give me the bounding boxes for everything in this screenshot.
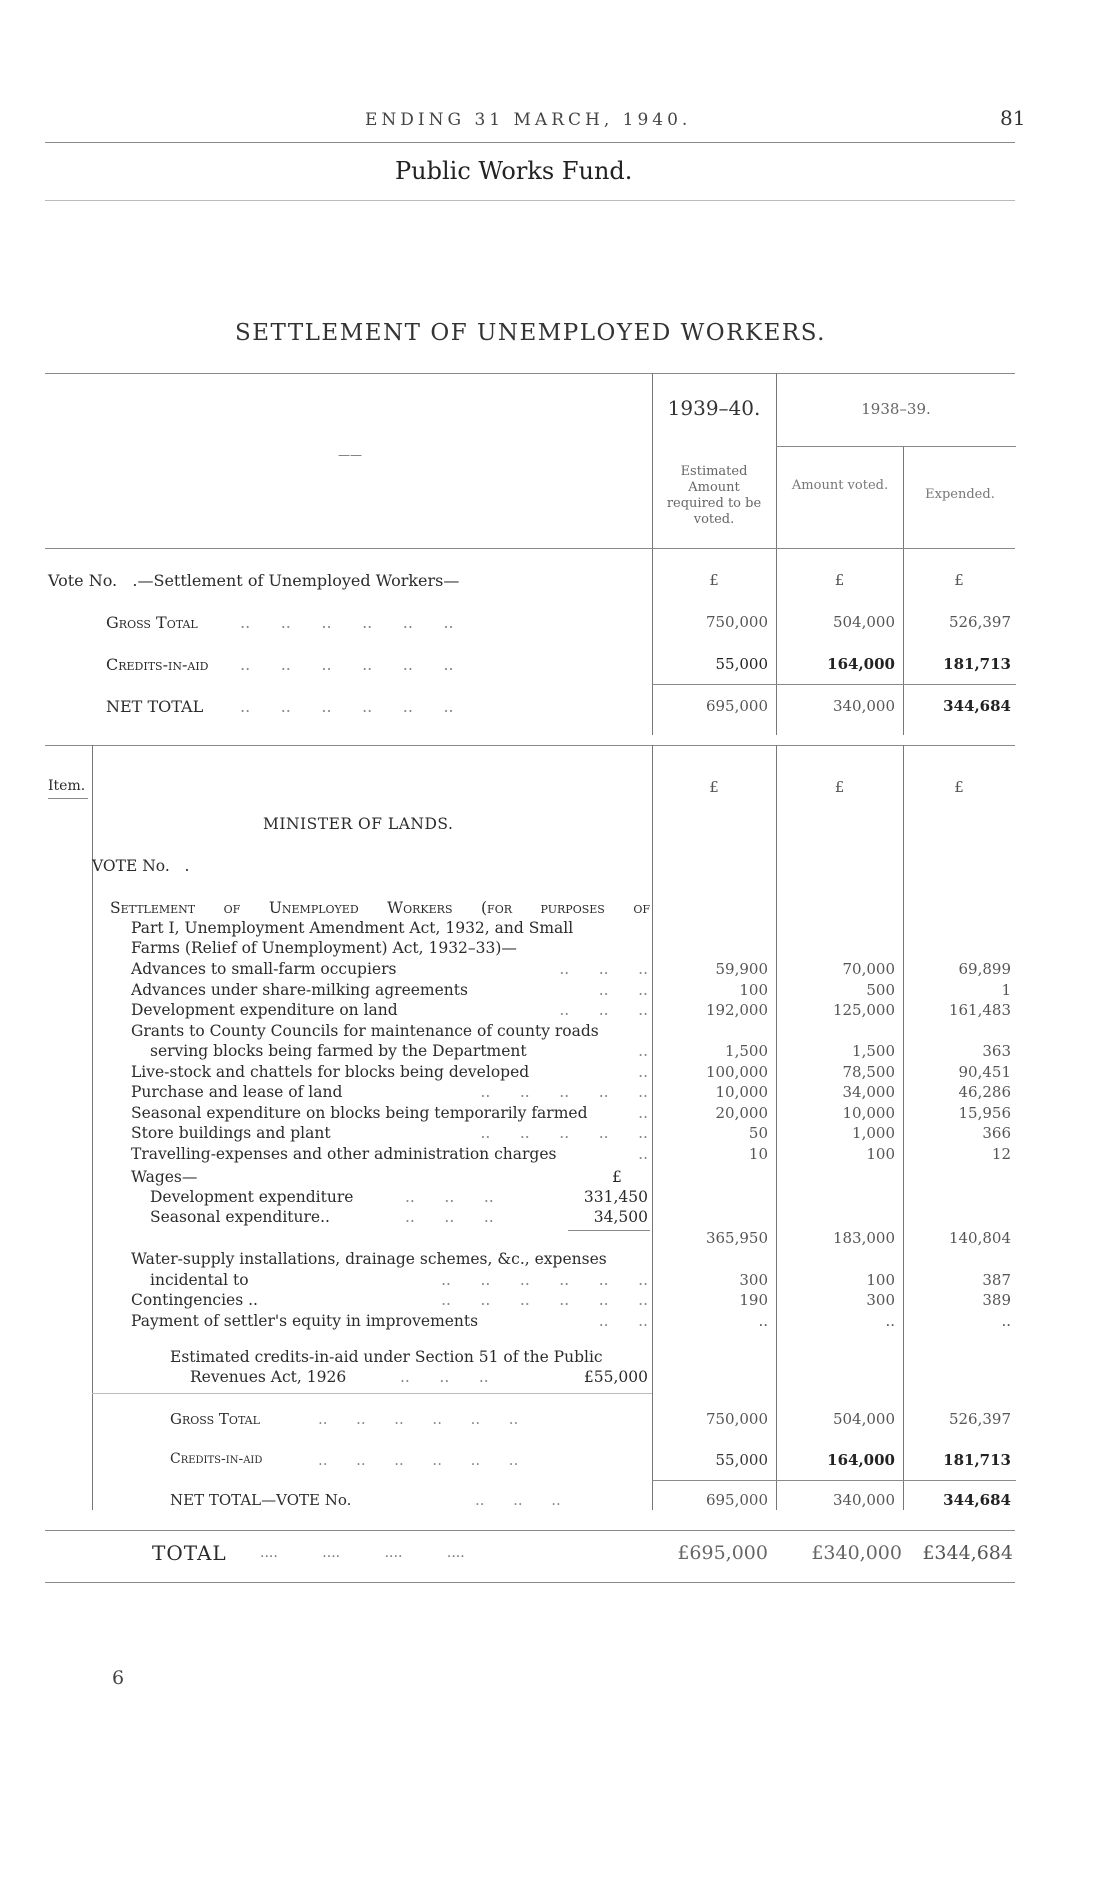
year-rule — [776, 446, 1016, 447]
grand-total-expended: £344,684 — [922, 1542, 1013, 1564]
col-divider-2 — [776, 373, 777, 735]
detail-gross-total-estimated: 750,000 — [705, 1410, 768, 1428]
line-item-value: 78,500 — [842, 1062, 895, 1081]
line-item-value: 161,483 — [948, 1001, 1011, 1019]
settlement-heading-text: Settlement of Unemployed Workers (for purposes of — [110, 899, 650, 917]
wages-seasonal-value: 34,500 — [593, 1208, 648, 1226]
settlement-heading-line3: Farms (Relief of Unemployment) Act, 1932–33)— — [131, 939, 517, 957]
summary-gross-total-expended: 526,397 — [948, 613, 1011, 631]
table-top-rule — [45, 373, 1015, 374]
summary-net-estimated: 695,000 — [705, 697, 768, 715]
line-item-value: 363 — [982, 1042, 1011, 1060]
detail-currency-col3: £ — [954, 778, 964, 796]
line-item-value: 366 — [982, 1124, 1011, 1142]
currency-col2: £ — [834, 571, 845, 589]
fund-title: Public Works Fund. — [395, 157, 633, 185]
line-item-value: 100,000 — [705, 1062, 768, 1081]
summary-credits-expended: 181,713 — [943, 655, 1011, 673]
summary-credits-voted: 164,000 — [827, 655, 895, 673]
year-previous: 1938–39. — [861, 400, 931, 418]
line-item-dots: .. .. .. — [559, 960, 648, 978]
line-item-dots: .. .. .. .. .. — [480, 1083, 648, 1101]
line-item-text: Development expenditure on land — [131, 1001, 398, 1019]
summary-credits-estimated: 55,000 — [715, 655, 768, 673]
wages-seasonal-dots: .. .. .. — [405, 1208, 494, 1226]
section-title: SETTLEMENT OF UNEMPLOYED WORKERS. — [235, 320, 826, 346]
summary-gross-total-voted: 504,000 — [832, 613, 895, 631]
summary-gross-total-label: Gross Total — [106, 613, 198, 632]
line-item-value: 100 — [866, 1144, 895, 1163]
detail-credits-dots: .. .. .. .. .. .. — [318, 1451, 519, 1469]
detail-credits-expended: 181,713 — [943, 1451, 1011, 1469]
line-item-value: 1,500 — [725, 1042, 768, 1060]
line-item-value: 59,900 — [715, 960, 768, 978]
wages-seasonal-label: Seasonal expenditure.. — [150, 1208, 330, 1226]
line-item-dots: .. .. — [598, 980, 648, 999]
detail-gross-total-label: Gross Total — [170, 1410, 260, 1428]
line-item-value: 387 — [982, 1270, 1011, 1289]
summary-net-dots: .. .. .. .. .. .. — [240, 697, 454, 716]
credits-note-line2: Revenues Act, 1926 — [190, 1368, 347, 1386]
line-item-value: 70,000 — [842, 960, 895, 978]
line-item-value: 192,000 — [705, 1001, 768, 1019]
detail-credits-label: Credits-in-aid — [170, 1451, 263, 1467]
header-rule — [45, 142, 1015, 143]
line-item-dots: .. — [638, 1042, 648, 1060]
grand-total-top-rule — [45, 1530, 1015, 1531]
line-item-dots: .. .. .. — [559, 1001, 648, 1019]
grand-total-dots: .... .... .... .... — [260, 1545, 465, 1561]
detail-net-voted: 340,000 — [832, 1491, 895, 1509]
line-item-value: .. — [758, 1311, 768, 1330]
credits-note-value: £55,000 — [583, 1368, 648, 1386]
detail-credits-voted: 164,000 — [827, 1451, 895, 1469]
line-item-text: Store buildings and plant — [131, 1124, 331, 1142]
line-item-value: 10,000 — [715, 1083, 768, 1101]
line-item-value: 1,500 — [852, 1042, 895, 1060]
column-header-voted: Amount voted. — [791, 478, 889, 493]
column-header-estimated: Estimated Amount required to be voted. — [666, 464, 762, 527]
line-item-value: .. — [885, 1311, 895, 1330]
item-label: Item. — [48, 778, 86, 794]
header-rule-2 — [45, 200, 1015, 201]
line-item-value: 125,000 — [832, 1001, 895, 1019]
line-item-value: 300 — [866, 1291, 895, 1309]
line-item-value: .. — [1001, 1311, 1011, 1330]
line-item-value: 69,899 — [958, 960, 1011, 978]
line-item-value: 34,000 — [842, 1083, 895, 1101]
detail-net-rule — [652, 1480, 1016, 1481]
summary-net-rule — [652, 684, 1016, 685]
line-item-text: incidental to — [150, 1270, 249, 1289]
line-item-text: Advances under share-milking agreements — [131, 980, 468, 999]
year-current: 1939–40. — [667, 396, 761, 420]
minister-heading: MINISTER OF LANDS. — [263, 815, 454, 833]
vote-no-heading: VOTE No. . — [92, 857, 190, 875]
line-item-text: Payment of settler's equity in improvements — [131, 1311, 479, 1330]
detail-top-rule — [45, 745, 1015, 746]
line-item-text: Water-supply installations, drainage schemes, &c., expenses — [131, 1250, 607, 1268]
line-item-value: 100 — [866, 1270, 895, 1289]
line-item-value: 20,000 — [715, 1103, 768, 1122]
line-item-dots: .. — [638, 1103, 648, 1122]
wages-currency: £ — [612, 1168, 622, 1186]
line-item-value: 10,000 — [842, 1103, 895, 1122]
wages-development-value: 331,450 — [583, 1188, 648, 1206]
detail-gross-total-dots: .. .. .. .. .. .. — [318, 1410, 519, 1428]
summary-gross-total-estimated: 750,000 — [705, 613, 768, 631]
page-number: 81 — [1000, 106, 1026, 130]
detail-currency-col2: £ — [834, 778, 845, 796]
line-item-text: Grants to County Councils for maintenance of county roads — [131, 1021, 599, 1040]
line-item-dots: .. — [638, 1144, 648, 1163]
line-item-text: Travelling-expenses and other administration charges — [131, 1144, 557, 1163]
wages-development-label: Development expenditure — [150, 1188, 354, 1206]
line-item-value: 50 — [748, 1124, 768, 1142]
line-item-value: 1,000 — [852, 1124, 895, 1142]
detail-currency-col1: £ — [709, 778, 719, 796]
line-item-value: 190 — [739, 1291, 768, 1309]
summary-gross-total-dots: .. .. .. .. .. .. — [240, 613, 454, 632]
credits-note-dots: .. .. .. — [400, 1368, 489, 1386]
currency-col3: £ — [954, 571, 964, 589]
currency-col1: £ — [709, 571, 719, 589]
grand-total-bottom-rule — [45, 1582, 1015, 1583]
wages-total-expended: 140,804 — [948, 1229, 1011, 1247]
detail-net-dots: .. .. .. — [475, 1491, 561, 1509]
line-item-dots: .. — [638, 1062, 648, 1081]
line-item-value: 300 — [739, 1270, 768, 1289]
detail-net-estimated: 695,000 — [705, 1491, 768, 1509]
settlement-heading-line2: Part I, Unemployment Amendment Act, 1932, and Small — [131, 919, 574, 937]
column-header-expended: Expended. — [925, 487, 995, 502]
line-item-text: Contingencies .. — [131, 1291, 258, 1309]
line-item-text: Purchase and lease of land — [131, 1083, 343, 1101]
detail-gross-total-expended: 526,397 — [948, 1410, 1011, 1428]
signature-mark: 6 — [112, 1667, 125, 1689]
line-item-value: 500 — [866, 980, 895, 999]
line-item-text: Advances to small-farm occupiers — [131, 960, 397, 978]
line-item-value: 389 — [982, 1291, 1011, 1309]
line-item-value: 10 — [748, 1144, 768, 1163]
running-title: ENDING 31 MARCH, 1940. — [365, 110, 692, 130]
line-item-value: 15,956 — [958, 1103, 1011, 1122]
header-dash: —— — [338, 448, 362, 462]
line-item-dots: .. .. .. .. .. .. — [441, 1270, 648, 1289]
summary-net-voted: 340,000 — [832, 697, 895, 715]
grand-total-estimated: £695,000 — [677, 1542, 768, 1564]
wages-total-estimated: 365,950 — [705, 1229, 768, 1247]
detail-credits-estimated: 55,000 — [715, 1451, 768, 1469]
summary-credits-label: Credits-in-aid — [106, 655, 209, 674]
detail-net-expended: 344,684 — [943, 1491, 1011, 1509]
line-item-value: 1 — [1001, 980, 1011, 999]
summary-net-label: NET TOTAL — [106, 697, 204, 716]
summary-credits-dots: .. .. .. .. .. .. — [240, 655, 454, 674]
column-header-rule — [45, 548, 1015, 549]
line-item-dots: .. .. .. .. .. .. — [441, 1291, 648, 1309]
grand-total-voted: £340,000 — [811, 1542, 902, 1564]
summary-net-expended: 344,684 — [943, 697, 1011, 715]
detail-gross-total-voted: 504,000 — [832, 1410, 895, 1428]
credits-note-line1: Estimated credits-in-aid under Section 51 of the Public — [170, 1348, 603, 1366]
settlement-heading-line1 — [110, 899, 650, 917]
wages-development-dots: .. .. .. — [405, 1188, 494, 1206]
item-label-rule — [48, 798, 88, 799]
wages-total-voted: 183,000 — [832, 1229, 895, 1247]
line-item-dots: .. .. .. .. .. — [480, 1124, 648, 1142]
detail-net-label: NET TOTAL—VOTE No. — [170, 1491, 352, 1509]
wages-sum-rule — [568, 1230, 650, 1231]
line-item-value: 12 — [991, 1144, 1011, 1163]
line-item-text: Seasonal expenditure on blocks being temporarily farmed — [131, 1103, 588, 1122]
col-divider-1 — [652, 373, 653, 735]
vote-line: Vote No. .—Settlement of Unemployed Workers— — [48, 571, 460, 590]
grand-total-label: TOTAL — [152, 1541, 227, 1565]
line-item-text: serving blocks being farmed by the Department — [150, 1042, 527, 1060]
credits-note-rule — [92, 1393, 652, 1394]
col-divider-3 — [903, 447, 904, 735]
wages-label: Wages— — [131, 1168, 198, 1186]
line-item-value: 90,451 — [958, 1062, 1011, 1081]
line-item-text: Live-stock and chattels for blocks being developed — [131, 1062, 530, 1081]
line-item-value: 46,286 — [958, 1083, 1011, 1101]
line-item-dots: .. .. — [598, 1311, 648, 1330]
line-item-value: 100 — [739, 980, 768, 999]
